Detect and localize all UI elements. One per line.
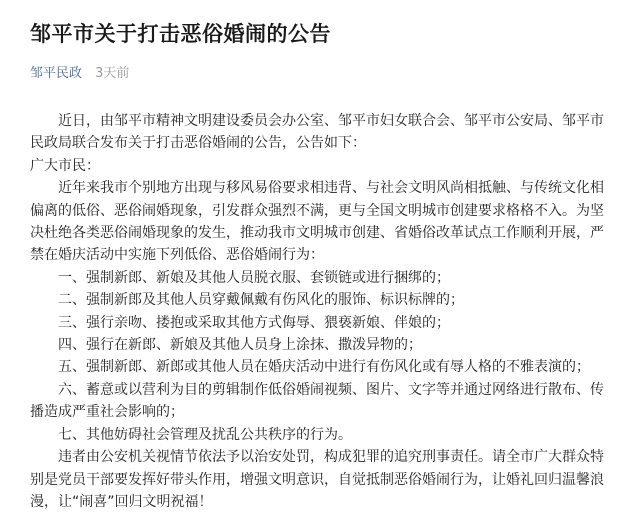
closing-paragraph: 违者由公安机关视情节依法予以治安处罚，构成犯罪的追究刑事责任。请全市广大群众特别是党员干部要发挥好带头作用，增强文明意识，自觉抵制恶俗婚闹行为，让婚礼回归温馨浪漫，让“闹喜”回归文明祝福！	[30, 449, 604, 510]
list-item: 一、强制新郎、新娘及其他人员脱衣服、套锁链或进行捆绑的；	[58, 269, 450, 286]
list-item: 七、其他妨碍社会管理及扰乱公共秩序的行为。	[58, 426, 352, 443]
author-link[interactable]: 邹平民政	[30, 66, 83, 81]
context-paragraph: 近年来我市个别地方出现与移风易俗要求相违背、与社会文明风尚相抵触、与传统文化相偏离的低俗、恶俗闹婚现象，引发群众强烈不满，更与全国文明城市创建要求格格不入。为坚决杜绝各类恶俗闹婚现象的发生，推动我市文明城市创建、省婚俗改革试点工作顺利开展，严禁在婚庆活动中实施下列低俗、恶俗婚闹行为：	[30, 180, 604, 264]
list-item: 五、强制新郎、新郎或其他人员在婚庆活动中进行有伤风化或有辱人格的不雅表演的；	[58, 359, 590, 376]
list-item: 四、强行在新郎、新娘及其他人员身上涂抹、撒泼异物的；	[58, 337, 422, 354]
salutation: 广大市民：	[30, 157, 100, 174]
list-item: 三、强行亲吻、搂抱或采取其他方式侮辱、猥亵新娘、伴娘的；	[58, 314, 450, 331]
list-item: 六、蓄意或以营利为目的剪辑制作低俗婚闹视频、图片、文字等并通过网络进行散布、传播造成严重社会影响的；	[30, 381, 604, 421]
article-body	[30, 110, 614, 513]
list-item: 二、强制新郎及其他人员穿戴佩戴有伤风化的服饰、标识标牌的；	[58, 292, 464, 309]
article-title: 邹平市关于打击恶俗婚闹的公告	[30, 22, 331, 46]
publish-time: 3天前	[95, 66, 130, 81]
intro-paragraph: 近日，由邹平市精神文明建设委员会办公室、邹平市妇女联合会、邹平市公安局、邹平市民政局联合发布关于打击恶俗婚闹的公告，公告如下：	[30, 113, 604, 152]
article-meta	[30, 65, 614, 83]
